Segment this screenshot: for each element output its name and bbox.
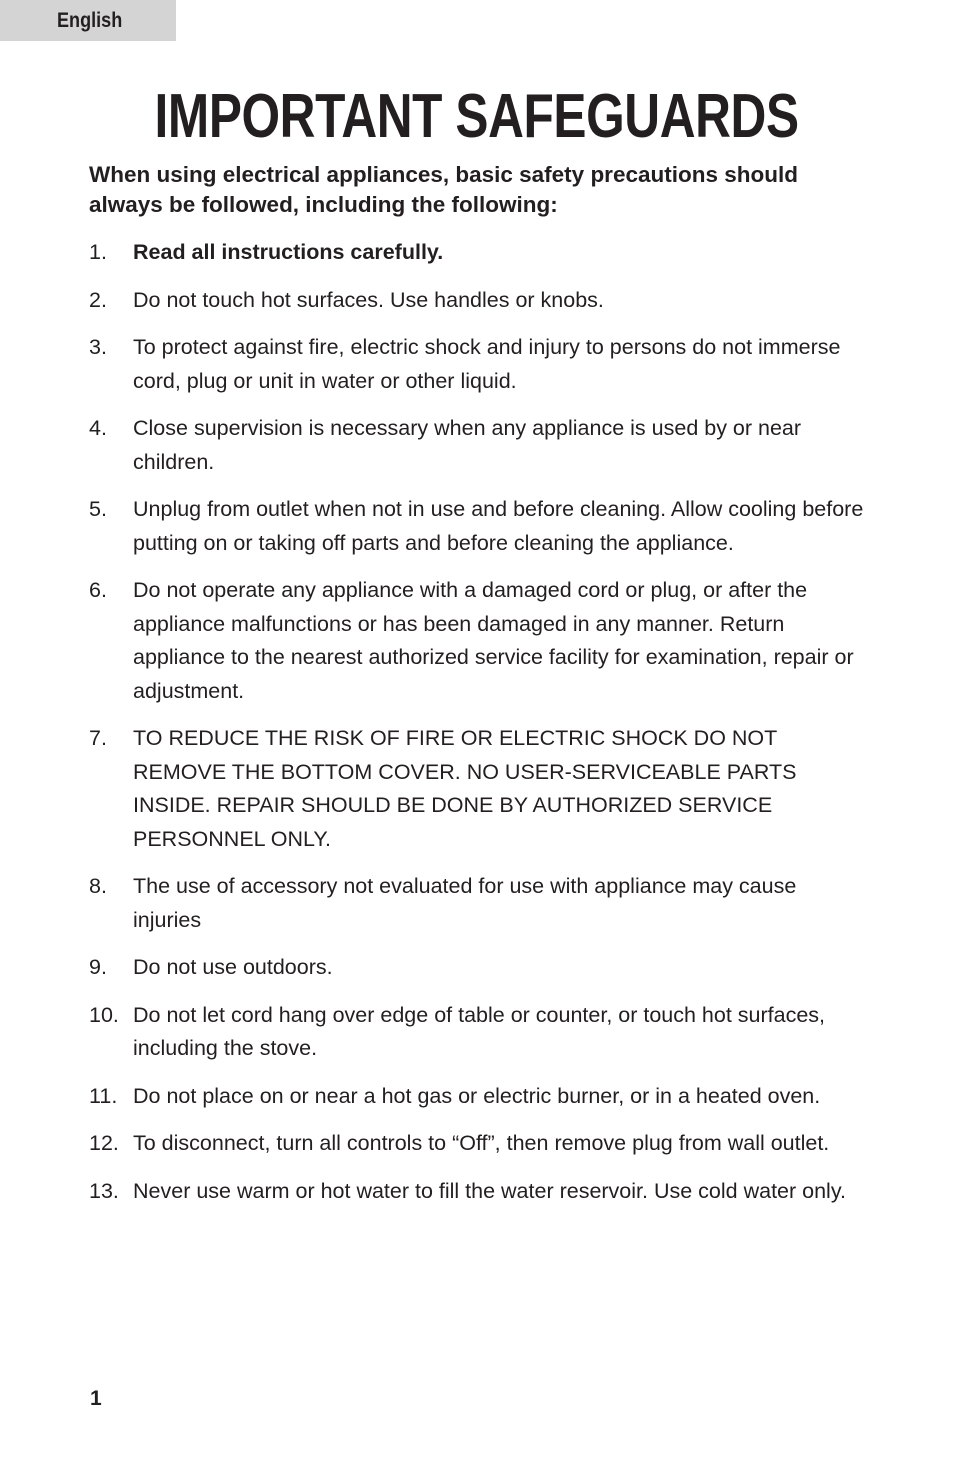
item-number: 12.	[89, 1131, 119, 1155]
item-number: 10.	[89, 1002, 119, 1027]
list-item	[89, 722, 869, 856]
item-text: To protect against fire, electric shock and injury to persons do not immerse cord, plug or unit in water or other liquid.	[133, 335, 841, 393]
item-text: The use of accessory not evaluated for use with appliance may cause injuries	[133, 874, 797, 932]
list-item	[89, 574, 869, 708]
list-item	[89, 870, 869, 937]
list-item	[89, 1080, 869, 1114]
item-number: 1.	[89, 240, 107, 264]
item-text: Do not place on or near a hot gas or electric burner, or in a heated oven.	[133, 1083, 821, 1108]
item-number: 6.	[89, 578, 107, 602]
list-item	[89, 493, 869, 560]
list-item	[89, 999, 869, 1066]
list-item	[89, 1175, 869, 1209]
item-number: 7.	[89, 726, 107, 750]
item-number: 3.	[89, 335, 107, 359]
item-text: Do not use outdoors.	[133, 955, 333, 979]
safeguard-list	[89, 236, 869, 1222]
item-text: Never use warm or hot water to fill the water reservoir. Use cold water only.	[133, 1178, 846, 1203]
list-item	[89, 331, 869, 398]
item-number: 2.	[89, 287, 107, 312]
list-item	[89, 412, 869, 479]
intro-paragraph: When using electrical appliances, basic safety precautions should always be followed, including the following:	[89, 162, 798, 217]
page-title-text: IMPORTANT SAFEGUARDS	[154, 82, 800, 151]
item-text: Unplug from outlet when not in use and before cleaning. Allow cooling before putting on or taking off parts and before cleaning the appliance.	[133, 497, 864, 555]
list-item	[89, 951, 869, 985]
item-text: Do not let cord hang over edge of table or counter, or touch hot surfaces, including the stove.	[133, 1002, 826, 1060]
item-text: Do not touch hot surfaces. Use handles or knobs.	[133, 287, 604, 312]
item-text: Close supervision is necessary when any appliance is used by or near children.	[133, 416, 802, 474]
list-item	[89, 1127, 869, 1161]
page-number: 1	[90, 1387, 102, 1410]
item-text: To disconnect, turn all controls to “Off”, then remove plug from wall outlet.	[133, 1131, 830, 1155]
item-text: Read all instructions carefully.	[133, 240, 444, 264]
item-number: 8.	[89, 874, 107, 898]
item-text: TO REDUCE THE RISK OF FIRE OR ELECTRIC SHOCK DO NOT REMOVE THE BOTTOM COVER. NO USER-SERVICEABLE PARTS INSIDE. REPAIR SHOULD BE DONE BY AUTHORIZED SERVICE PERSONNEL ONLY.	[133, 726, 797, 851]
item-number: 5.	[89, 497, 107, 521]
list-item	[89, 236, 869, 270]
language-tab	[0, 0, 176, 41]
page-title	[0, 84, 954, 150]
list-item	[89, 284, 869, 318]
language-tab-label: English	[57, 9, 123, 32]
item-number: 9.	[89, 955, 107, 979]
item-number: 11.	[89, 1083, 118, 1108]
item-number: 13.	[89, 1178, 119, 1203]
item-number: 4.	[89, 416, 107, 440]
item-text: Do not operate any appliance with a damaged cord or plug, or after the appliance malfunctions or has been damaged in any manner. Return appliance to the nearest authorized service facility for examination, repair or adjustment.	[133, 578, 854, 703]
